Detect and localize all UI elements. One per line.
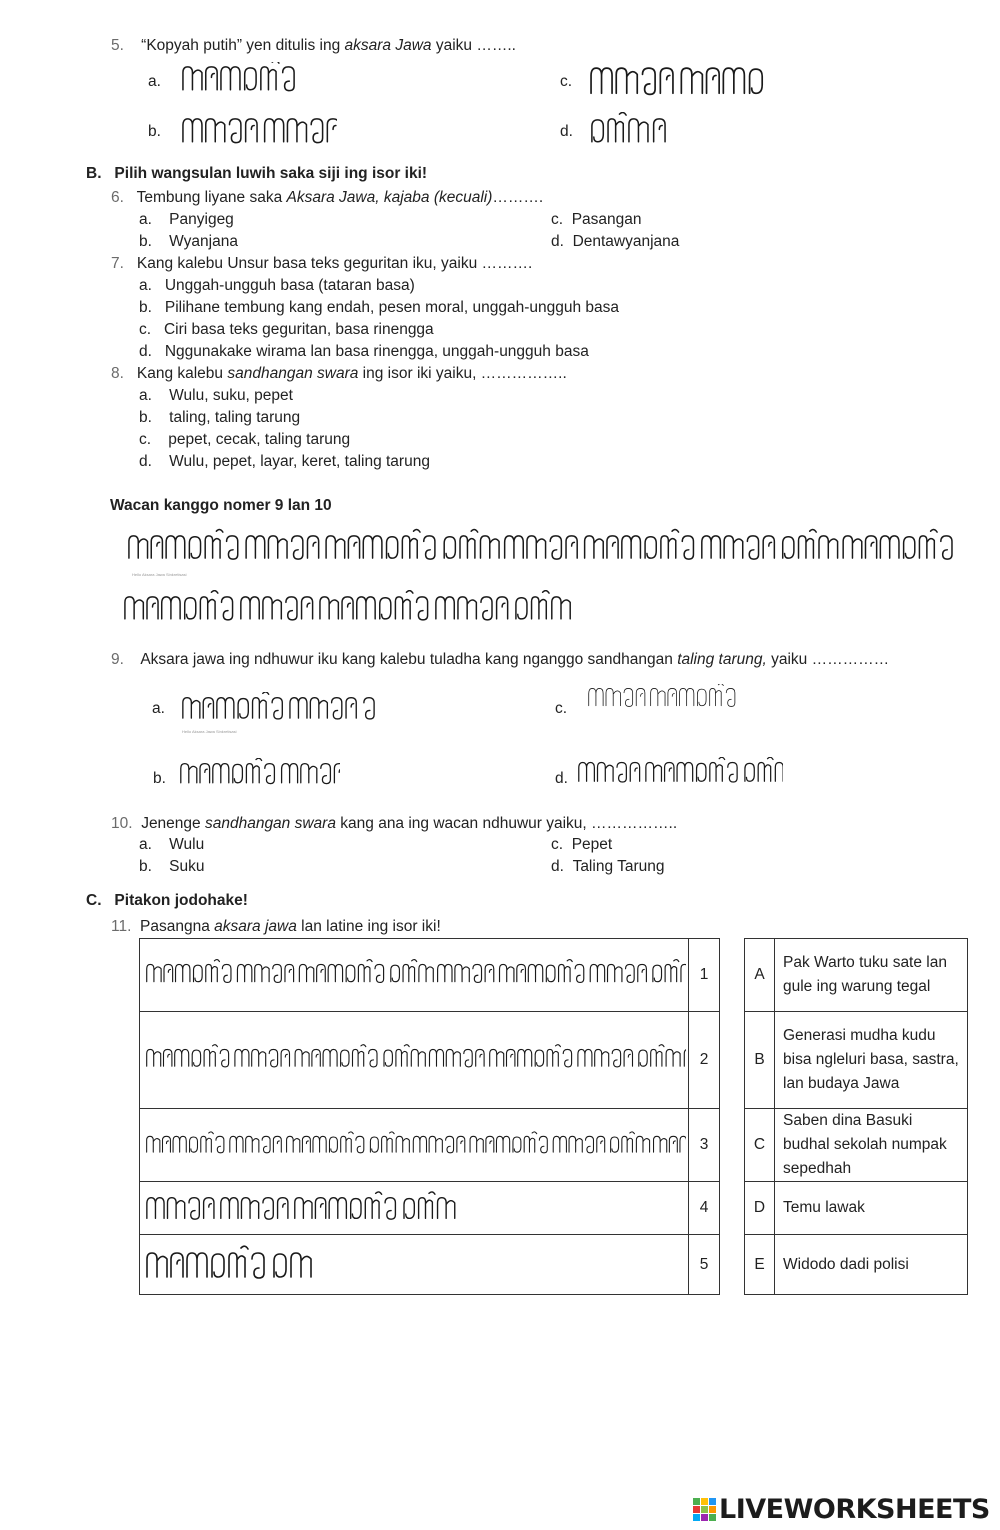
answer-text-cell: Pak Warto tuku sate lan gule ing warung tegal [775, 939, 968, 1012]
javanese-sentence-cell [140, 1182, 689, 1235]
q9-option-c-label: c. [555, 700, 568, 717]
row-number-cell[interactable]: 1 [689, 939, 720, 1012]
section-letter: C. [86, 892, 102, 909]
option-key: c. [139, 321, 152, 338]
liveworksheets-logo[interactable] [693, 1494, 990, 1525]
answer-text-cell: Temu lawak [775, 1182, 968, 1235]
row-number-cell[interactable]: 4 [689, 1182, 720, 1235]
option-key: c. [551, 211, 564, 228]
q5-option-c-label: c. [560, 73, 573, 90]
answer-text-cell: Saben dina Basuki budhal sekolah numpak sepedhah [775, 1109, 968, 1182]
question-emphasis: aksara jawa [214, 918, 297, 935]
question-number: 11. [111, 918, 132, 935]
option-key: b. [139, 409, 152, 426]
option-key: d. [139, 343, 152, 360]
option-text: Wulu, suku, pepet [169, 387, 293, 404]
q9-option-a-javanese-script[interactable] [182, 692, 422, 728]
javanese-sentence-cell [140, 939, 689, 1012]
matching-table-javanese [139, 938, 720, 1295]
q7-option-a[interactable] [139, 277, 415, 295]
q10-option-c[interactable] [551, 836, 612, 854]
q9-option-b-javanese-script[interactable] [180, 758, 340, 792]
option-key: c. [139, 431, 152, 448]
q5-option-d-javanese-script[interactable] [590, 112, 680, 146]
option-key: d. [551, 858, 564, 875]
answer-text-cell: Generasi mudha kudu bisa ngleluri basa, sastra, lan budaya Jawa [775, 1012, 968, 1109]
section-title: Pilih wangsulan luwih saka siji ing isor iki! [114, 165, 428, 182]
table-row [140, 1109, 720, 1182]
q5-option-a-label: a. [148, 73, 161, 90]
q6-option-c[interactable] [551, 211, 642, 229]
javanese-sentence-cell [140, 1109, 689, 1182]
option-text: Ciri basa teks geguritan, basa rinengga [163, 321, 434, 338]
option-text: Taling Tarung [572, 858, 665, 875]
table-row [140, 1012, 720, 1109]
option-text: Pasangan [571, 211, 642, 228]
question-emphasis: aksara Jawa [344, 37, 432, 54]
option-text: Nggunakake wirama lan basa rinengga, unggah-ungguh basa [164, 343, 589, 360]
q5-option-c-javanese-script[interactable] [590, 62, 765, 102]
answer-key-cell[interactable]: E [745, 1235, 775, 1295]
question-emphasis: sandhangan swara [227, 365, 359, 382]
question-text: Tembung liyane saka [136, 189, 287, 206]
q8-option-b[interactable] [139, 409, 300, 427]
q5-option-d-label: d. [560, 123, 573, 140]
question-text: Jenenge [141, 815, 205, 832]
question-number: 9. [111, 651, 124, 668]
option-key: b. [139, 233, 152, 250]
q6-option-a[interactable] [139, 211, 234, 229]
question-7 [111, 255, 532, 273]
table-row [745, 1109, 968, 1182]
q9-option-d-javanese-script[interactable] [578, 757, 783, 791]
question-number: 5. [111, 37, 124, 54]
section-b-heading [86, 165, 427, 183]
question-text-end: kang ana ing wacan ndhuwur yaiku, …………….. [335, 815, 678, 832]
q5-option-b-javanese-script[interactable] [182, 113, 337, 147]
table-row [140, 1235, 720, 1295]
option-key: d. [551, 233, 564, 250]
q8-option-c[interactable] [139, 431, 350, 449]
question-8 [111, 365, 567, 383]
table-row [745, 1012, 968, 1109]
option-text: Panyigeg [169, 211, 234, 228]
answer-key-cell[interactable]: B [745, 1012, 775, 1109]
section-title: Pitakon jodohake! [114, 892, 248, 909]
question-6 [111, 189, 543, 207]
option-key: a. [139, 277, 152, 294]
option-key: a. [139, 836, 152, 853]
javanese-sentence-5 [140, 1245, 686, 1285]
option-text: pepet, cecak, taling tarung [168, 431, 351, 448]
q7-option-b[interactable] [139, 299, 619, 317]
q5-option-b-label: b. [148, 123, 161, 140]
option-text: Dentawyanjana [572, 233, 680, 250]
reading-passage-script-line-2 [124, 590, 624, 626]
row-number-cell[interactable]: 3 [689, 1109, 720, 1182]
section-letter: B. [86, 165, 102, 182]
option-text: Wulu, pepet, layar, keret, taling tarung [169, 453, 430, 470]
q8-option-a[interactable] [139, 387, 293, 405]
question-text-end: ………. [492, 189, 544, 206]
q6-option-d[interactable] [551, 233, 679, 251]
question-number: 8. [111, 365, 124, 382]
q10-option-a[interactable] [139, 836, 204, 854]
option-text: Pepet [571, 836, 613, 853]
row-number-cell[interactable]: 5 [689, 1235, 720, 1295]
reading-passage-title: Wacan kanggo nomer 9 lan 10 [110, 497, 332, 514]
q9-credit: Hello Aksara Jawa Sinkretisasi [182, 729, 237, 734]
option-text: Wyanjana [169, 233, 238, 250]
q10-option-d[interactable] [551, 858, 664, 876]
javanese-sentence-cell [140, 1235, 689, 1295]
question-text: “Kopyah putih” yen ditulis ing [141, 37, 345, 54]
question-text-end: yaiku …………… [766, 651, 890, 668]
matching-table-latin [744, 938, 968, 1295]
option-text: Wulu [169, 836, 205, 853]
question-text-end: yaiku …….. [431, 37, 516, 54]
question-emphasis: taling tarung, [677, 651, 767, 668]
question-number: 6. [111, 189, 124, 206]
option-key: b. [139, 299, 152, 316]
q9-option-c-javanese-script[interactable] [588, 684, 753, 714]
q9-option-a-label: a. [152, 700, 165, 717]
option-key: c. [551, 836, 564, 853]
javanese-sentence-1 [140, 955, 686, 995]
answer-key-cell[interactable]: A [745, 939, 775, 1012]
q9-option-d-label: d. [555, 770, 568, 787]
q5-option-a-javanese-script[interactable] [182, 62, 307, 96]
reading-passage-script-line-1 [128, 528, 958, 570]
table-row [745, 1182, 968, 1235]
table-row [745, 1235, 968, 1295]
question-emphasis: Aksara Jawa, kajaba (kecuali) [286, 189, 493, 206]
q9-option-b-label: b. [153, 770, 166, 787]
q7-option-c[interactable] [139, 321, 434, 339]
option-key: a. [139, 211, 152, 228]
question-text: Kang kalebu Unsur basa teks geguritan iku, yaiku ………. [136, 255, 533, 272]
question-text-end: lan latine ing isor iki! [296, 918, 441, 935]
table-row [140, 1182, 720, 1235]
question-number: 10. [111, 815, 133, 832]
question-11 [111, 918, 441, 936]
section-c-heading [86, 892, 248, 910]
question-text: Kang kalebu [136, 365, 228, 382]
brand-name: LIVEWORKSHEETS [719, 1494, 990, 1525]
question-10 [111, 815, 677, 833]
question-text-end: ing isor iki yaiku, …………….. [358, 365, 567, 382]
javanese-sentence-3 [140, 1121, 686, 1169]
javanese-sentence-cell [140, 1012, 689, 1109]
option-text: taling, taling tarung [169, 409, 301, 426]
answer-key-cell[interactable]: D [745, 1182, 775, 1235]
question-5 [111, 37, 516, 55]
answer-text-cell: Widodo dadi polisi [775, 1235, 968, 1295]
question-text: Aksara jawa ing ndhuwur iku kang kalebu tuladha kang nganggo sandhangan [140, 651, 678, 668]
option-key: d. [139, 453, 152, 470]
row-number-cell[interactable]: 2 [689, 1012, 720, 1109]
option-key: b. [139, 858, 152, 875]
q8-option-d[interactable] [139, 453, 430, 471]
question-emphasis: sandhangan swara [204, 815, 336, 832]
q7-option-d[interactable] [139, 343, 589, 361]
javanese-sentence-4 [140, 1189, 686, 1227]
table-row [140, 939, 720, 1012]
q10-option-b[interactable] [139, 858, 205, 876]
q6-option-b[interactable] [139, 233, 238, 251]
reading-credit: Hello Aksara Jawa Sinkretisasi [132, 572, 187, 577]
option-text: Pilihane tembung kang endah, pesen moral, unggah-ungguh basa [164, 299, 620, 316]
option-text: Suku [169, 858, 205, 875]
logo-blocks-icon [693, 1498, 716, 1521]
question-text: Pasangna [140, 918, 215, 935]
table-row [745, 939, 968, 1012]
question-9 [111, 651, 889, 669]
javanese-sentence-2 [140, 1040, 686, 1080]
question-number: 7. [111, 255, 124, 272]
answer-key-cell[interactable]: C [745, 1109, 775, 1182]
option-key: a. [139, 387, 152, 404]
option-text: Unggah-ungguh basa (tataran basa) [164, 277, 415, 294]
